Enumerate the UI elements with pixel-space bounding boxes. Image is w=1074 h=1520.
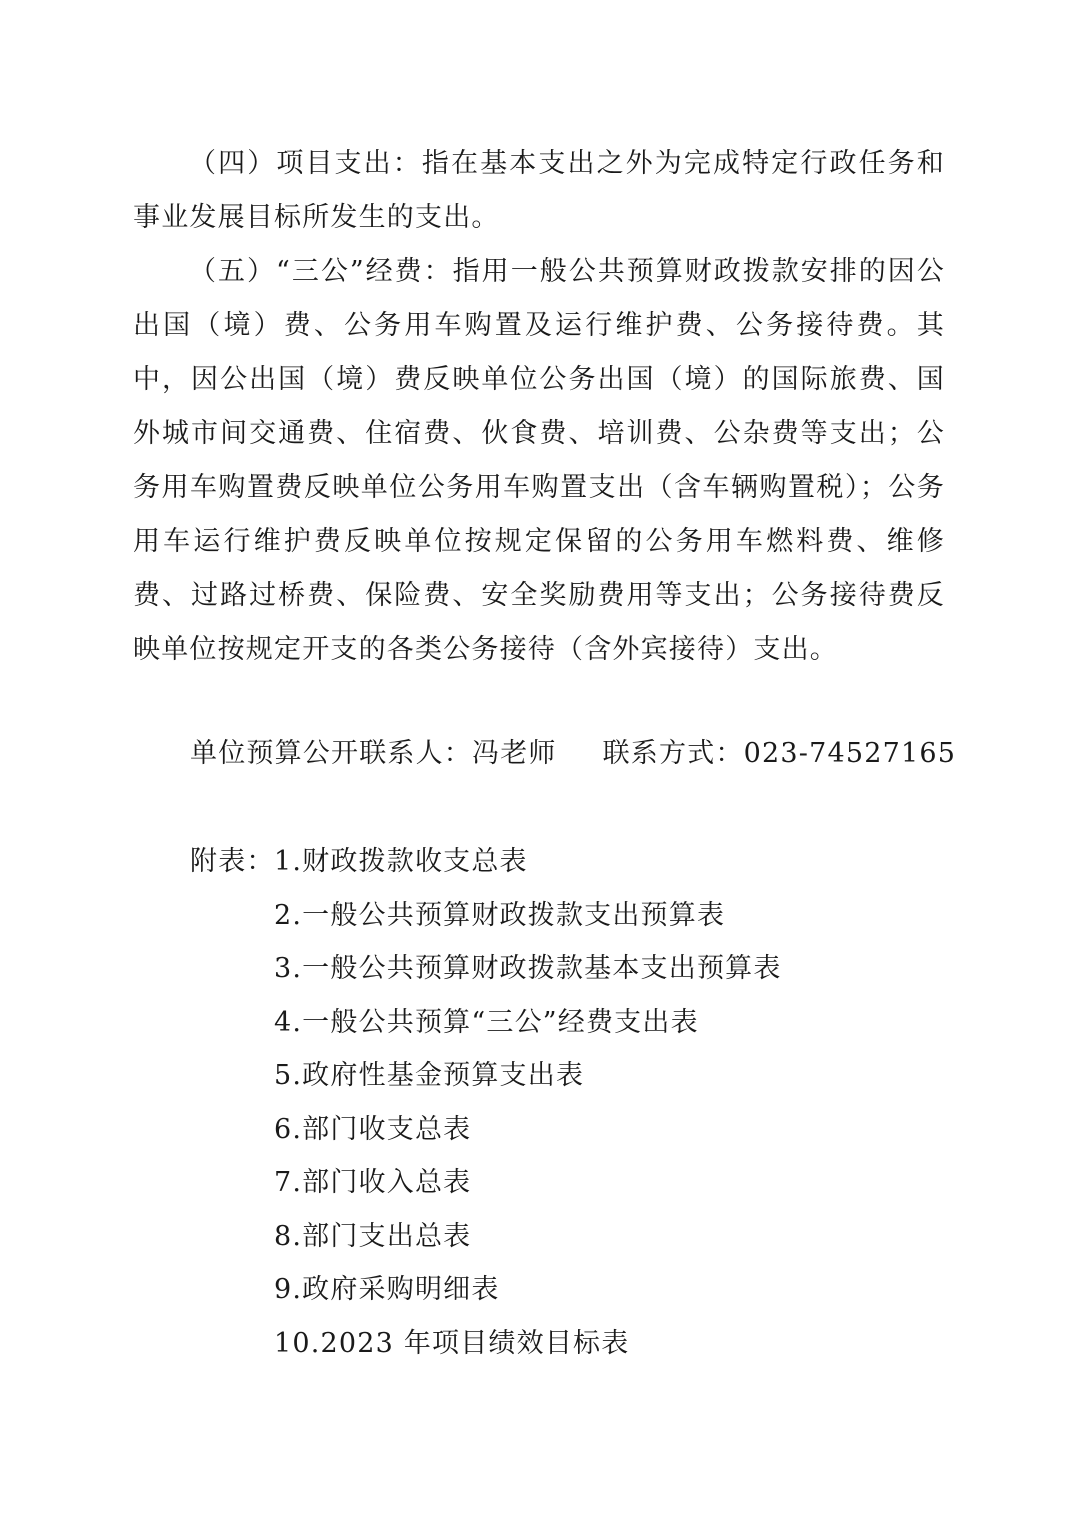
appendix-item: 1.财政拨款收支总表 [274, 846, 528, 877]
appendix-item: 7.部门收入总表 [274, 1167, 472, 1198]
paragraph-three-public-expenses: （五）“三公”经费：指用一般公共预算财政拨款安排的因公出国（境）费、公务用车购置及运行维护费、公务接待费。其中，因公出国（境）费反映单位公务出国（境）的国际旅费、国外城市间交通费、住宿费、伙食费、培训费、公杂费等支出；公务用车购置费反映单位公务用车购置支出（含车辆购置税）；公务用车运行维护费反映单位按规定保留的公务用车燃料费、维修费、过路过桥费、保险费、安全奖励费用等支出；公务接待费反映单位按规定开支的各类公务接待（含外宾接待）支出。 [133, 256, 945, 665]
appendix-label: 附表： [190, 846, 275, 877]
contact-person: 单位预算公开联系人：冯老师 [190, 738, 557, 769]
appendix-list [274, 835, 782, 1370]
appendix-item: 3.一般公共预算财政拨款基本支出预算表 [274, 953, 782, 984]
appendix-item: 10.2023 年项目绩效目标表 [274, 1327, 630, 1359]
appendix-item: 9.政府采购明细表 [274, 1274, 500, 1305]
paragraph-project-expenditure: （四）项目支出：指在基本支出之外为完成特定行政任务和事业发展目标所发生的支出。 [133, 148, 945, 233]
appendix-item: 4.一般公共预算“三公”经费支出表 [274, 1006, 699, 1038]
contact-method: 联系方式：023-74527165 [602, 738, 957, 769]
appendix-item: 6.部门收支总表 [274, 1113, 472, 1145]
appendix-item: 5.政府性基金预算支出表 [274, 1060, 585, 1091]
contact-line [190, 727, 956, 781]
appendix-item: 2.一般公共预算财政拨款支出预算表 [274, 899, 726, 931]
appendix-item: 8.部门支出总表 [274, 1220, 472, 1252]
